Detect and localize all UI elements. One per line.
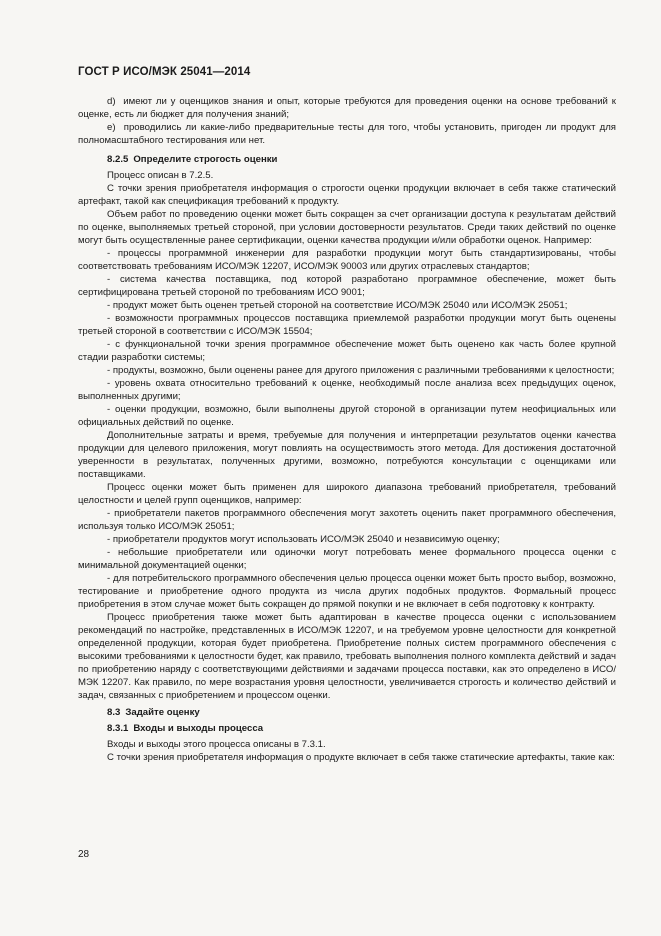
bullet-item: - для потребительского программного обеспечения целью процесса оценки может быть просто выбор, возможно, тестирование и приобретение одного продукта из числа других подобных продуктов. Формальный процесс приобретения в этом случае может быть сокращен до прямой покупки и не включает в себя подготовку к контракту. bbox=[78, 573, 616, 610]
paragraph: Объем работ по проведению оценки может быть сокращен за счет организации доступа к результатам действий по оценке, выполняемых третьей стороной, при условии достоверности результатов. Среди таких действий по оценке могут быть осуществленные ранее сертификации, оценки качества продукции и/или обработки оценок. Например: bbox=[78, 209, 616, 246]
bullet-item: - продукт может быть оценен третьей стороной на соответствие ИСО/МЭК 25040 или ИСО/МЭК 25051; bbox=[107, 300, 568, 311]
section-number: 8.3 bbox=[107, 707, 121, 718]
paragraph: Процесс оценки может быть применен для широкого диапазона требований приобретателя, требований целостности и целей групп оценщиков, например: bbox=[78, 482, 616, 506]
section-number: 8.2.5 bbox=[107, 154, 129, 165]
section-heading-8-2-5 bbox=[78, 153, 616, 166]
bullet-item: - небольшие приобретатели или одиночки могут потребовать менее формального процесса оценки с минимальной документацией оценки; bbox=[78, 547, 616, 571]
bullet-item: - процессы программной инженерии для разработки продукции могут быть стандартизированы, чтобы соответствовать требованиям ИСО/МЭК 12207, ИСО/МЭК 90003 или других отраслевых стандартов; bbox=[78, 248, 616, 272]
bullet-item: - с функциональной точки зрения программное обеспечение может быть оценено как часть более крупной стадии разработки системы; bbox=[78, 339, 616, 363]
list-item-d: d) имеют ли у оценщиков знания и опыт, которые требуются для проведения оценки на основе требований к оценке, есть ли бюджет для получения знаний; bbox=[78, 96, 616, 120]
section-title: Определите строгость оценки bbox=[133, 154, 278, 165]
section-heading-8-3-1 bbox=[78, 722, 616, 735]
list-item-e: e) проводились ли какие-либо предварительные тесты для того, чтобы установить, пригоден ли продукт для полномасштабного тестирования или нет. bbox=[78, 122, 616, 146]
bullet-item: - возможности программных процессов поставщика приемлемой разработки продукции могут быть оценены третьей стороной в соответствии с ИСО/МЭК 15504; bbox=[78, 313, 616, 337]
bullet-item: - система качества поставщика, под которой разработано программное обеспечение, может быть сертифицирована третьей стороной по требованиям ИСО 9001; bbox=[78, 274, 616, 298]
page-number: 28 bbox=[78, 849, 90, 860]
document-header: ГОСТ Р ИСО/МЭК 25041—2014 bbox=[78, 66, 251, 78]
bullet-item: - приобретатели пакетов программного обеспечения могут захотеть оценить пакет программного обеспечения, используя только ИСО/МЭК 25051; bbox=[78, 508, 616, 532]
bullet-item: - оценки продукции, возможно, были выполнены другой стороной в организации путем неофициальных или официальных действий по оценке. bbox=[78, 404, 616, 428]
bullet-item: - продукты, возможно, были оценены ранее для другого приложения с различными требованиями к целостности; bbox=[107, 365, 615, 376]
page-body bbox=[78, 95, 616, 764]
section-title: Задайте оценку bbox=[125, 707, 200, 718]
section-title: Входы и выходы процесса bbox=[133, 723, 264, 734]
section-number: 8.3.1 bbox=[107, 723, 129, 734]
section-heading-8-3 bbox=[78, 706, 616, 719]
paragraph: С точки зрения приобретателя информация о строгости оценки продукции включает в себя также статический артефакт, такой как спецификация требований к продукту. bbox=[78, 183, 616, 207]
paragraph: Процесс приобретения также может быть адаптирован в качестве процесса оценки с использованием рекомендаций по настройке, представленных в ИСО/МЭК 12207, и на требуемом уровне целостности для конкретной определенной продукции, которая будет приобретена. Приобретение полных систем программного обеспечения с высокими требованиями к целостности будет, как правило, требовать выполнения полного комплекта действий и задач по приобретению наряду с соответствующими действиями и задачами процесса поставки, как это определено в ИСО/МЭК 12207. Как правило, по мере возрастания уровня целостности, увеличивается строгость и количество действий и задач, связанных с приобретением и процессом оценки. bbox=[78, 612, 616, 701]
paragraph: Входы и выходы этого процесса описаны в 7.3.1. bbox=[107, 739, 326, 750]
paragraph: Процесс описан в 7.2.5. bbox=[107, 170, 214, 181]
bullet-item: - приобретатели продуктов могут использовать ИСО/МЭК 25040 и независимую оценку; bbox=[107, 534, 500, 545]
paragraph: Дополнительные затраты и время, требуемые для получения и интерпретации результатов оценки качества продукции для целевого приложения, могут повлиять на осуществимость этого метода. Для достижения достаточной уверенности в результатах, полученных другими, возможно, потребуются консультации с оценщиками или поставщиками. bbox=[78, 430, 616, 480]
bullet-item: - уровень охвата относительно требований к оценке, необходимый после анализа всех предыдущих оценок, выполненных другими; bbox=[78, 378, 616, 402]
paragraph: С точки зрения приобретателя информация о продукте включает в себя также статические артефакты, такие как: bbox=[107, 752, 615, 763]
